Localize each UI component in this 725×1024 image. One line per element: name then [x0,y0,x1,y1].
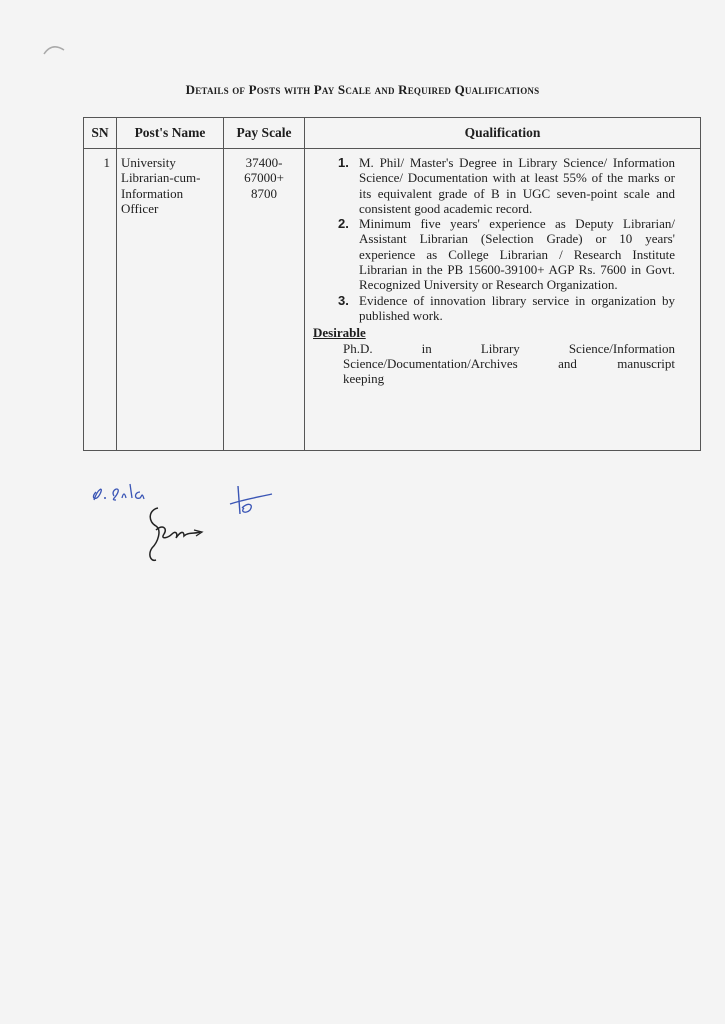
header-qualification: Qualification [305,118,701,149]
post-name-line: Librarian-cum- [121,170,201,186]
qualification-number: 3. [338,292,349,308]
header-sn: SN [84,118,117,149]
desirable-text [313,341,675,387]
header-pay-scale: Pay Scale [224,118,305,149]
pay-scale-line: 8700 [251,185,277,201]
corner-scan-mark [40,38,70,58]
post-name-line: University [121,155,176,170]
qualification-text: M. Phil/ Master's Degree in Library Science/ Information Science/ Documentation with at least 55% of the marks or its equivalent grade of B in UGC seven-point scale and consistent good academic record. [359,155,675,216]
desirable-word: Science/Documentation/Archives [343,355,518,371]
cell-pay-scale [224,149,305,451]
qualification-text: Minimum five years' experience as Deputy Librarian/ Assistant Librarian (Selection Grade) or 10 years' experience as College Librarian / Research Institute Librarian in the PB 15600-39100+ AGP Rs. 7600 in Govt. Recognized University or Research Organization. [359,216,675,293]
qualification-item [313,293,675,324]
desirable-word: Ph.D. [343,340,373,356]
desirable-word: Library [480,340,520,356]
table-row [84,149,701,451]
cell-sn: 1 [84,149,117,451]
qualification-item [313,216,675,292]
pay-scale-line: 67000+ [244,170,284,186]
pay-scale-line: 37400- [245,155,283,170]
desirable-word: in [421,340,432,356]
desirable-line [343,356,675,371]
qualification-number: 1. [338,155,349,170]
handwritten-mark [228,482,278,522]
qualification-number: 2. [338,216,349,232]
desirable-word: Science/Information [568,340,675,356]
qualification-list [313,155,675,323]
desirable-heading: Desirable [313,325,366,341]
post-name-line: Information [121,185,184,201]
document-title: Details of Posts with Pay Scale and Required Qualifications [185,82,540,97]
posts-table [83,117,701,451]
post-name-line: Officer [121,200,159,216]
table-header-row [84,118,701,149]
header-post-name: Post's Name [117,118,224,149]
handwritten-signature [140,500,210,570]
desirable-word: and [558,355,577,371]
cell-post-name [117,149,224,451]
desirable-line [343,341,675,356]
qualification-text: Evidence of innovation library service in organization by published work. [359,292,675,323]
qualification-item [313,155,675,216]
desirable-line: keeping [343,371,385,387]
desirable-word: manuscript [617,355,675,371]
cell-qualification [305,149,701,451]
